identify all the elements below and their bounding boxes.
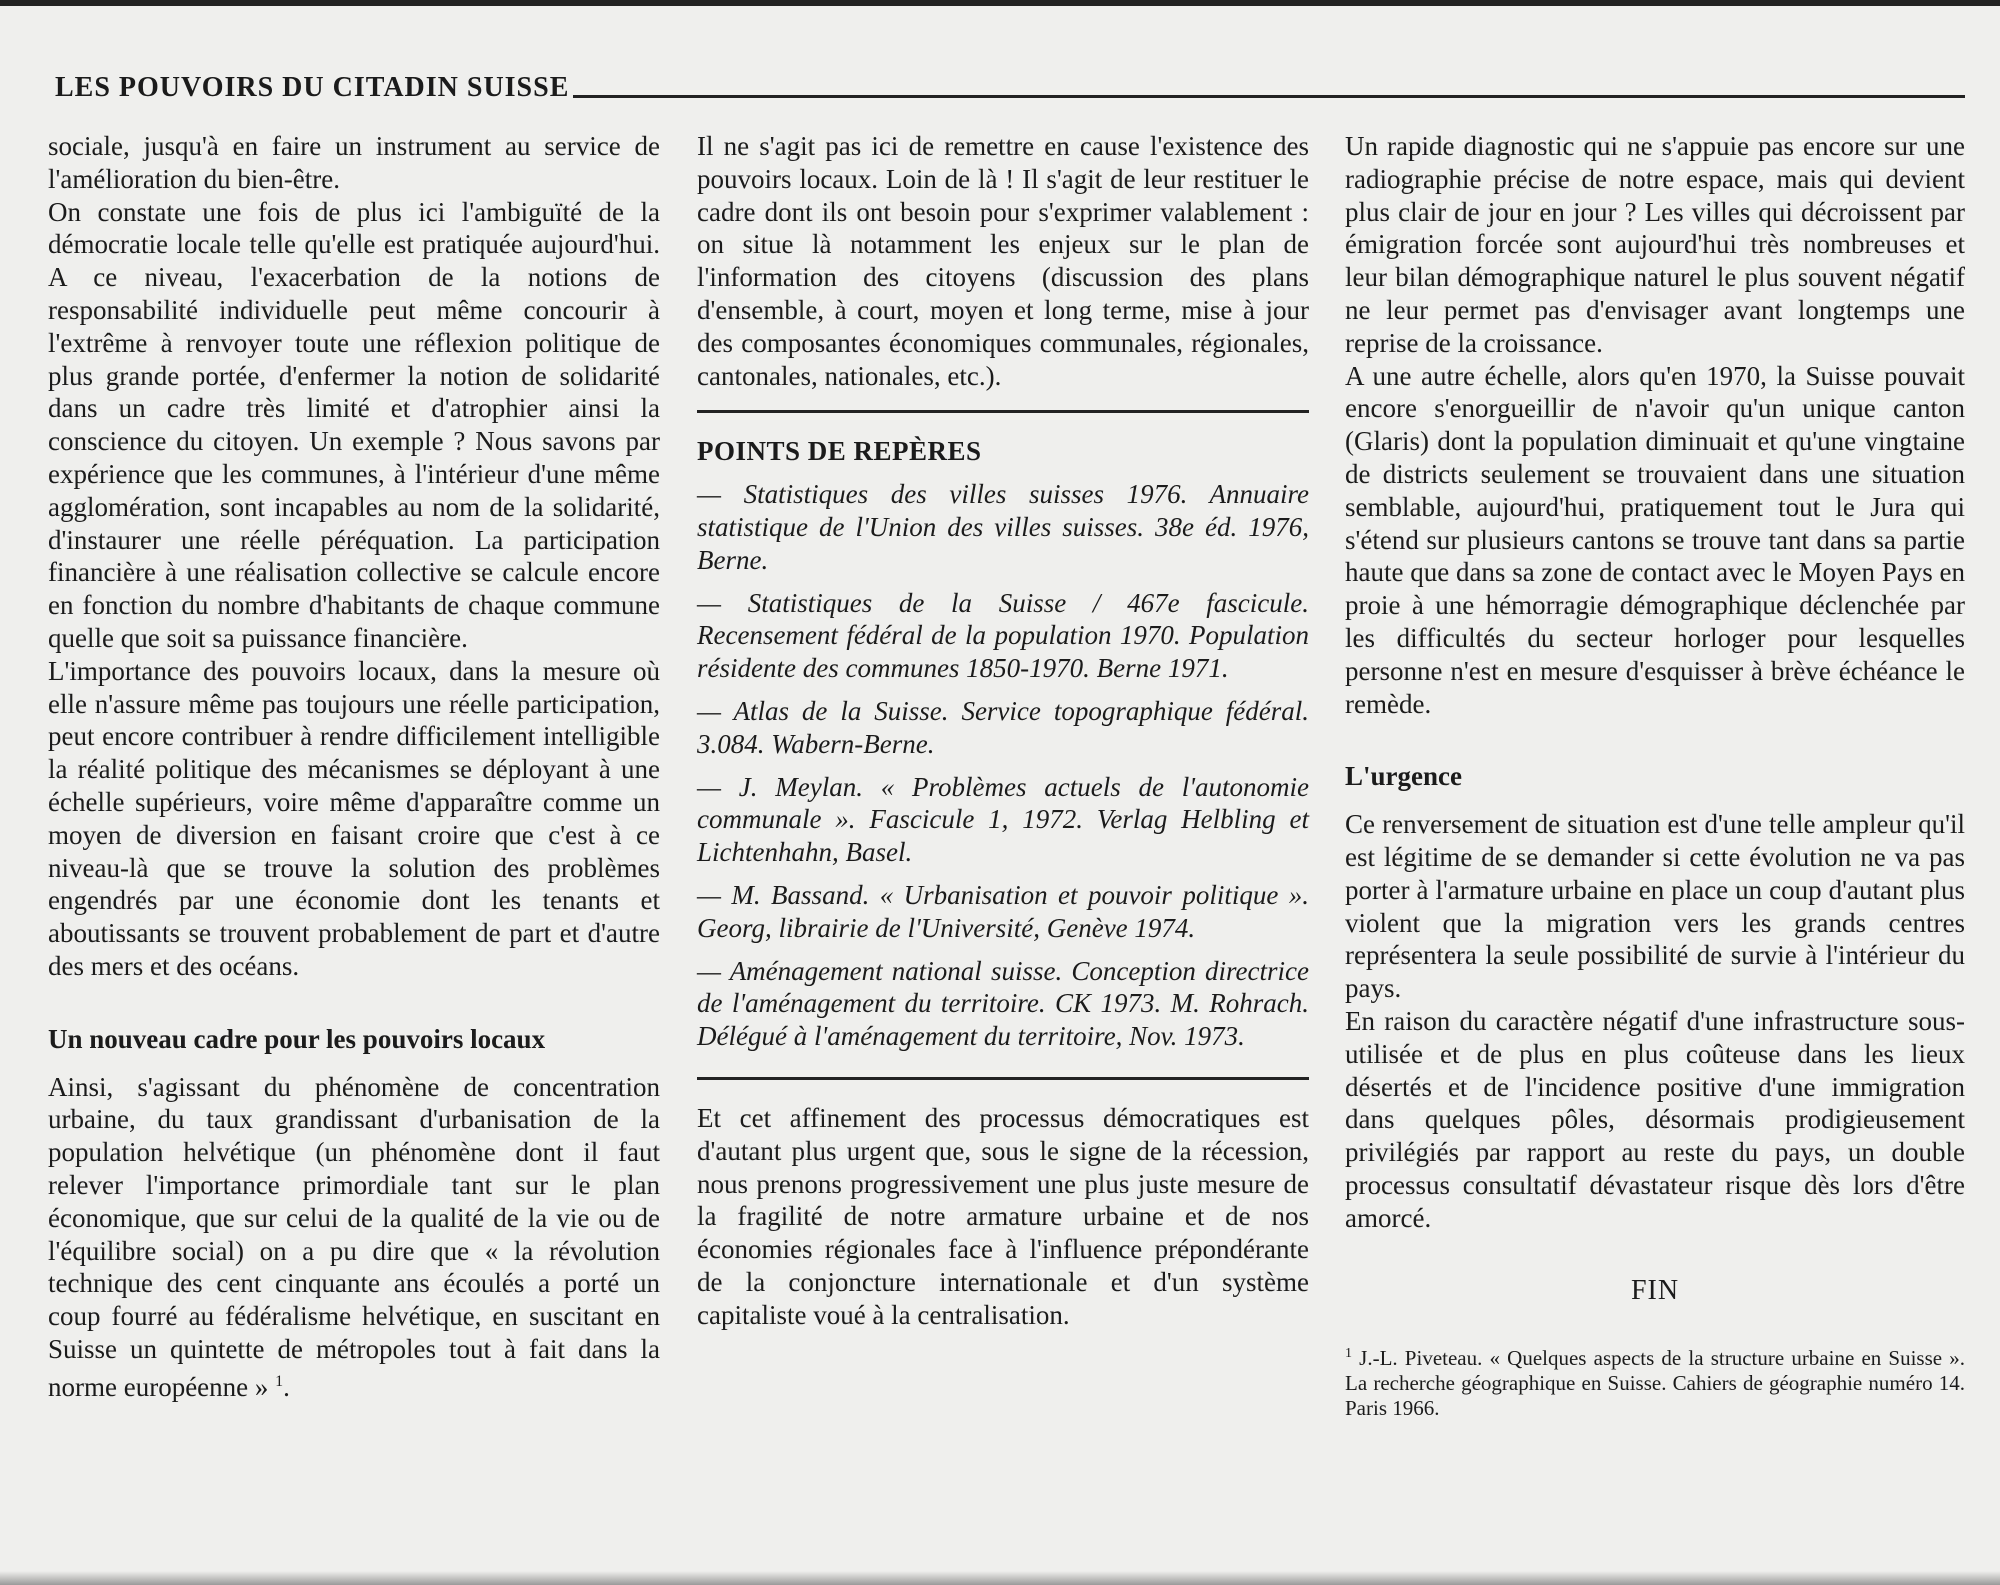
footnote-ref: 1 bbox=[275, 1372, 284, 1390]
paragraph bbox=[48, 1071, 660, 1404]
reference-item: — J. Meylan. « Problèmes actuels de l'autonomie communale ». Fascicule 1, 1972. Verlag Helbling et Lichtenhahn, Basel. bbox=[697, 771, 1309, 868]
section-heading: L'urgence bbox=[1345, 761, 1462, 792]
header-rule bbox=[573, 95, 1965, 98]
paragraph: L'importance des pouvoirs locaux, dans la mesure où elle n'assure même pas toujours une réelle participation, peut encore contribuer à rendre difficilement intelligible la réalité politique des mécanismes se déployant à une échelle supérieurs, voire même d'apparaître comme un moyen de diversion en faisant croire que c'est à ce niveau-là que se trouve la solution des problèmes engendrés par une économie dont les tenants et aboutissants se trouvent probablement de part et d'autre des mers et des océans. bbox=[48, 655, 660, 981]
column-2 bbox=[697, 130, 1309, 1332]
paragraph: Ce renversement de situation est d'une telle ampleur qu'il est légitime de se demander si cette évolution ne va pas porter à l'armature urbaine en place un coup d'autant plus violent que la migration vers les grands centres représentera la seule possibilité de survie à l'intérieur du pays. bbox=[1345, 809, 1965, 1004]
reference-item: — Atlas de la Suisse. Service topographique fédéral. 3.084. Wabern-Berne. bbox=[697, 695, 1309, 759]
column-3 bbox=[1345, 130, 1965, 1421]
end-marker: FIN bbox=[1630, 1274, 1680, 1306]
section-rule bbox=[697, 410, 1309, 413]
column-1 bbox=[48, 130, 660, 1403]
paragraph-end: . bbox=[283, 1371, 290, 1402]
reference-item: — Statistiques des villes suisses 1976. Annuaire statistique de l'Union des villes suisses. 38e éd. 1976, Berne. bbox=[697, 479, 1309, 575]
section-heading: Un nouveau cadre pour les pouvoirs locaux bbox=[48, 1023, 546, 1054]
paragraph: On constate une fois de plus ici l'ambiguïté de la démocratie locale telle qu'elle est pratiquée aujourd'hui. A ce niveau, l'exacerbation de la notions de responsabilité individuelle peut même concourir à l'extrême à renvoyer toute une réflexion politique de plus grande portée, d'enfermer la notion de solidarité dans un cadre très limité et d'atrophier ainsi la conscience du citoyen. Un exemple ? Nous savons par expérience que les communes, à l'intérieur d'une même agglomération, sont incapables au nom de la solidarité, d'instaurer une réelle péréquation. La participation financière à une réalisation collective se calcule encore en fonction du nombre d'habitants de chaque commune quelle que soit sa puissance financière. bbox=[48, 196, 660, 653]
page-edge-shadow bbox=[0, 1571, 2000, 1585]
reference-item: — M. Bassand. « Urbanisation et pouvoir politique ». Georg, librairie de l'Université, Genève 1974. bbox=[697, 879, 1309, 943]
paragraph: sociale, jusqu'à en faire un instrument au service de l'amélioration du bien-être. bbox=[48, 131, 660, 194]
reference-item: — Statistiques de la Suisse / 467e fascicule. Recensement fédéral de la population 1970. Population résidente des communes 1850-1970. Berne 1971. bbox=[697, 587, 1309, 684]
paragraph: Il ne s'agit pas ici de remettre en cause l'existence des pouvoirs locaux. Loin de là ! Il s'agit de leur restituer le cadre dont ils ont besoin pour s'exprimer valablement : on situe là notamment les enjeux sur le plan de l'information des citoyens (discussion des plans d'ensemble, à court, moyen et long terme, mise à jour des composantes économiques communales, régionales, cantonales, nationales, etc.). bbox=[697, 131, 1309, 391]
top-border bbox=[0, 0, 2000, 6]
paragraph-text: Ainsi, s'agissant du phénomène de concentration urbaine, du taux grandissant d'urbanisation de la population helvétique (un phénomène dont il faut relever l'importance primordiale tant sur le plan économique, que sur celui de la qualité de la vie ou de l'équilibre social) on a pu dire que « la révolution technique des cent cinquante ans écoulés a porté un coup fourré au fédéralisme helvétique, en suscitant en Suisse un quintette de métropoles tout à fait dans la norme européenne » bbox=[48, 1071, 660, 1402]
section-heading: POINTS DE REPÈRES bbox=[697, 436, 982, 467]
paragraph: Et cet affinement des processus démocratiques est d'autant plus urgent que, sous le signe de la récession, nous prenons progressivement une plus juste mesure de la fragilité de notre armature urbaine et de nos économies régionales face à l'influence prépondérante de la conjoncture internationale et d'un système capitaliste voué à la centralisation. bbox=[697, 1102, 1309, 1330]
running-title: LES POUVOIRS DU CITADIN SUISSE bbox=[55, 72, 570, 103]
footnote-mark: 1 bbox=[1345, 1346, 1352, 1362]
section-rule bbox=[697, 1077, 1309, 1080]
paragraph: A une autre échelle, alors qu'en 1970, la Suisse pouvait encore s'enorgueillir de n'avoir qu'un unique canton (Glaris) dont la population diminuait et qu'une vingtaine de districts seulement se trouvaient dans une situation semblable, aujourd'hui, pratiquement tout le Jura qui s'étend sur plusieurs cantons se trouve tant dans sa partie haute que dans sa zone de contact avec le Moyen Pays en proie à une hémorragie démographique déclenchée par les difficultés du secteur horloger pour lesquelles personne n'est en mesure d'esquisser à brève échéance le remède. bbox=[1345, 360, 1966, 719]
page-header bbox=[55, 64, 1965, 104]
footnote bbox=[1345, 1341, 1965, 1421]
paragraph: Un rapide diagnostic qui ne s'appuie pas encore sur une radiographie précise de notre espace, mais qui devient plus clair de jour en jour ? Les villes qui décroissent par émigration forcée sont aujourd'hui très nombreuses et leur bilan démographique naturel le plus souvent négatif ne leur permet pas d'envisager avant longtemps une reprise de la croissance. bbox=[1345, 131, 1965, 358]
reference-item: — Aménagement national suisse. Conception directrice de l'aménagement du territoire. CK 1973. M. Rohrach. Délégué à l'aménagement du territoire, Nov. 1973. bbox=[697, 955, 1309, 1052]
paragraph: En raison du caractère négatif d'une infrastructure sous-utilisée et de plus en plus coûteuse dans les lieux désertés et de l'incidence positive d'une immigration dans quelques pôles, désormais prodigieusement privilégiés par rapport au reste du pays, un double processus consultatif dévastateur risque dès lors d'être amorcé. bbox=[1345, 1005, 1965, 1233]
footnote-text: J.-L. Piveteau. « Quelques aspects de la structure urbaine en Suisse ». La recherche géographique en Suisse. Cahiers de géographie numéro 14. Paris 1966. bbox=[1345, 1346, 1965, 1421]
